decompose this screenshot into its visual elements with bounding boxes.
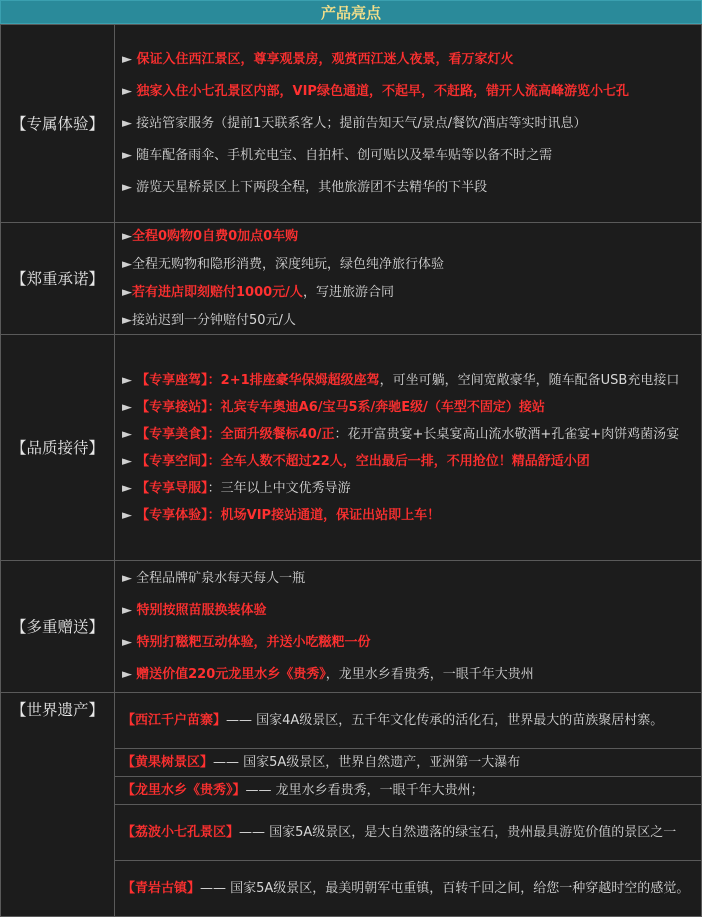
list-item: ► 【专享体验】：机场VIP接站通道，保证出站即上车！ [122,507,441,523]
section-content [115,25,702,223]
section-label: 【多重赠送】 [1,561,115,693]
highlights-table [0,24,702,917]
list-item: ► 特别打糍粑互动体验，并送小吃糍粑一份 [122,635,371,650]
list-item: 【西江千户苗寨】—— 国家4A级景区，五千年文化传承的活化石，世界最大的苗族聚居村寨。 [115,693,702,749]
list-item: ► 赠送价值220元龙里水乡《贵秀》，龙里水乡看贵秀，一眼千年大贵州 [122,667,534,682]
list-item: 【荔波小七孔景区】—— 国家5A级景区，是大自然遗落的绿宝石，贵州最具游览价值的景区之一 [115,805,702,861]
list-item: 【黄果树景区】—— 国家5A级景区，世界自然遗产，亚洲第一大瀑布 [115,749,702,777]
section-row-promise [1,223,702,335]
section-content [115,335,702,561]
list-item: ► 接站管家服务（提前1天联系客人；提前告知天气/景点/餐饮/酒店等实时讯息） [122,116,587,131]
section-row-exclusive [1,25,702,223]
list-item: ► 特别按照苗服换装体验 [122,603,267,618]
section-row-heritage [1,693,702,749]
section-label: 【专属体验】 [1,25,115,223]
list-item: ► 独家入住小七孔景区内部，VIP绿色通道，不起早，不赶路，错开人流高峰游览小七孔 [122,84,629,99]
section-label: 【世界遗产】 [1,693,115,917]
list-item: 【青岩古镇】—— 国家5A级景区，最美明朝军屯重镇，百转千回之间，给您一种穿越时空的感觉。 [115,861,702,917]
section-content [115,223,702,335]
section-label: 【品质接待】 [1,335,115,561]
section-header: 产品亮点 [0,0,702,24]
list-item: ► 【专享接站】：礼宾专车奥迪A6/宝马5系/奔驰E级/（车型不固定）接站 [122,399,545,415]
list-item: 【龙里水乡《贵秀》】—— 龙里水乡看贵秀，一眼千年大贵州； [115,777,702,805]
list-item: ► 【专享导服】：三年以上中文优秀导游 [122,480,351,496]
section-row-quality [1,335,702,561]
list-item: ►接站迟到一分钟赔付50元/人 [122,313,296,328]
list-item: ►全程无购物和隐形消费，深度纯玩，绿色纯净旅行体验 [122,257,445,272]
list-item: ►全程0购物0自费0加点0车购 [122,229,299,244]
list-item: ►若有进店即刻赔付1000元/人，写进旅游合同 [122,285,394,300]
list-item: ► 【专享美食】：全面升级餐标40/正：花开富贵宴+长桌宴高山流水敬酒+孔雀宴+肉饼鸡菌汤宴 [122,426,680,442]
list-item: ► 游览天星桥景区上下两段全程，其他旅游团不去精华的下半段 [122,180,488,195]
section-row-gifts [1,561,702,693]
list-item: ► 【专享座驾】：2+1排座豪华保姆超级座驾，可坐可躺，空间宽敞豪华，随车配备USB充电接口 [122,372,680,388]
list-item: ► 全程品牌矿泉水每天每人一瓶 [122,571,306,586]
list-item: ► 保证入住西江景区，尊享观景房，观赏西江迷人夜景，看万家灯火 [122,52,514,67]
list-item: ► 随车配备雨伞、手机充电宝、自拍杆、创可贴以及晕车贴等以备不时之需 [122,148,553,163]
list-item: ► 【专享空间】：全车人数不超过22人，空出最后一排，不用抢位！精品舒适小团 [122,453,590,469]
section-label: 【郑重承诺】 [1,223,115,335]
section-content [115,561,702,693]
